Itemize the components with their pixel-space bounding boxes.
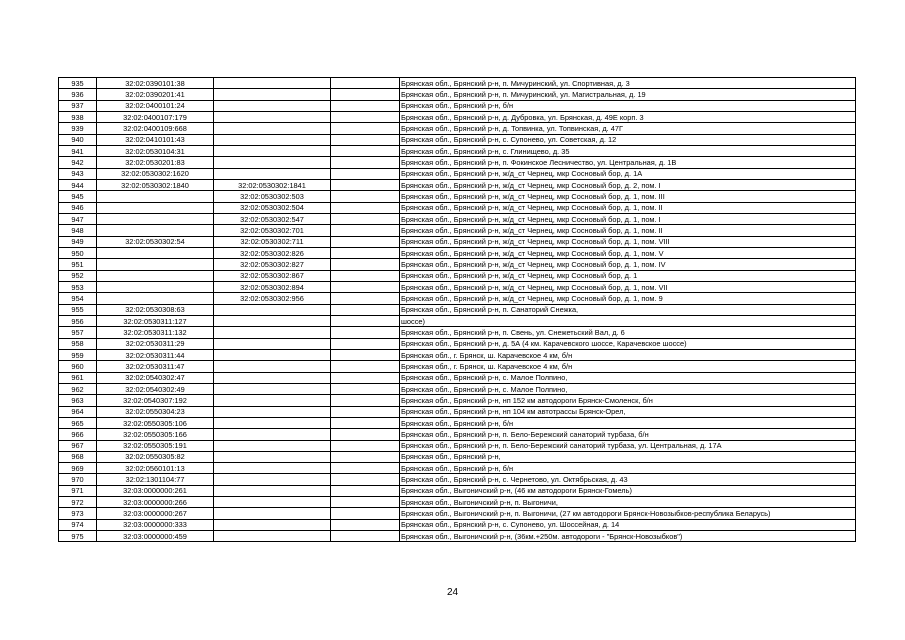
cadastral-number-cell: 32:02:0530311:127 — [97, 315, 214, 326]
row-number-cell: 968 — [59, 451, 97, 462]
row-number-cell: 942 — [59, 157, 97, 168]
related-cadastral-number-cell — [214, 157, 331, 168]
extra-cell — [331, 145, 400, 156]
related-cadastral-number-cell — [214, 168, 331, 179]
table-row — [59, 315, 856, 326]
cadastral-number-cell — [97, 281, 214, 292]
address-cell: Брянская обл., Брянский р-н, ж/д_ст Чернец, мкр Сосновый бор, д. 1, пом. II — [400, 225, 856, 236]
row-number-cell: 964 — [59, 406, 97, 417]
row-number-cell: 958 — [59, 338, 97, 349]
address-cell: Брянская обл., Брянский р-н, д. Дубровка, ул. Брянская, д. 49Е корп. 3 — [400, 111, 856, 122]
table-row — [59, 89, 856, 100]
row-number-cell: 960 — [59, 361, 97, 372]
cadastral-number-cell: 32:02:0530308:63 — [97, 304, 214, 315]
address-cell: Брянская обл., Брянский р-н, с. Глинищево, д. 35 — [400, 145, 856, 156]
cadastral-number-cell: 32:02:0390101:38 — [97, 78, 214, 89]
extra-cell — [331, 338, 400, 349]
table-row — [59, 78, 856, 89]
row-number-cell: 949 — [59, 236, 97, 247]
extra-cell — [331, 225, 400, 236]
table-row — [59, 338, 856, 349]
table-row — [59, 281, 856, 292]
related-cadastral-number-cell — [214, 474, 331, 485]
extra-cell — [331, 100, 400, 111]
extra-cell — [331, 202, 400, 213]
related-cadastral-number-cell: 32:02:0530302:504 — [214, 202, 331, 213]
cadastral-number-cell: 32:02:0530302:1840 — [97, 179, 214, 190]
extra-cell — [331, 293, 400, 304]
row-number-cell: 945 — [59, 191, 97, 202]
cadastral-number-cell — [97, 293, 214, 304]
table-row — [59, 474, 856, 485]
related-cadastral-number-cell — [214, 383, 331, 394]
extra-cell — [331, 508, 400, 519]
cadastral-number-cell: 32:03:0000000:459 — [97, 531, 214, 542]
related-cadastral-number-cell — [214, 440, 331, 451]
table-row — [59, 179, 856, 190]
cadastral-number-cell: 32:02:0530311:132 — [97, 327, 214, 338]
table-row — [59, 361, 856, 372]
related-cadastral-number-cell — [214, 372, 331, 383]
extra-cell — [331, 134, 400, 145]
related-cadastral-number-cell — [214, 100, 331, 111]
related-cadastral-number-cell — [214, 338, 331, 349]
extra-cell — [331, 191, 400, 202]
cadastral-number-cell: 32:03:0000000:267 — [97, 508, 214, 519]
address-cell: Брянская обл., Брянский р-н, нп 104 км автотрассы Брянск-Орел, — [400, 406, 856, 417]
extra-cell — [331, 168, 400, 179]
table-row — [59, 168, 856, 179]
table-row — [59, 485, 856, 496]
related-cadastral-number-cell — [214, 123, 331, 134]
address-cell: Брянская обл., Брянский р-н, ж/д_ст Чернец, мкр Сосновый бор, д. 1, пом. VII — [400, 281, 856, 292]
cadastral-number-cell — [97, 213, 214, 224]
row-number-cell: 955 — [59, 304, 97, 315]
cadastral-number-cell: 32:02:0550305:191 — [97, 440, 214, 451]
address-cell: Брянская обл., Брянский р-н, с. Чернетово, ул. Октябрьская, д. 43 — [400, 474, 856, 485]
row-number-cell: 962 — [59, 383, 97, 394]
address-cell: Брянская обл., Брянский р-н, п. Санаторий Снежка, — [400, 304, 856, 315]
table-row — [59, 270, 856, 281]
related-cadastral-number-cell — [214, 519, 331, 530]
extra-cell — [331, 304, 400, 315]
row-number-cell: 969 — [59, 463, 97, 474]
address-cell: Брянская обл., Брянский р-н, с. Малое Полпино, — [400, 372, 856, 383]
row-number-cell: 965 — [59, 417, 97, 428]
cadastral-number-cell: 32:02:0540302:49 — [97, 383, 214, 394]
related-cadastral-number-cell: 32:02:0530302:701 — [214, 225, 331, 236]
cadastral-number-cell: 32:02:0530302:54 — [97, 236, 214, 247]
address-cell: Брянская обл., г. Брянск, ш. Карачевское 4 км, б/н — [400, 361, 856, 372]
address-cell: Брянская обл., Брянский р-н, — [400, 451, 856, 462]
table-row — [59, 406, 856, 417]
extra-cell — [331, 281, 400, 292]
cadastral-number-cell: 32:03:0000000:333 — [97, 519, 214, 530]
related-cadastral-number-cell — [214, 304, 331, 315]
extra-cell — [331, 383, 400, 394]
table-row — [59, 463, 856, 474]
row-number-cell: 954 — [59, 293, 97, 304]
related-cadastral-number-cell — [214, 111, 331, 122]
table-row — [59, 202, 856, 213]
row-number-cell: 944 — [59, 179, 97, 190]
related-cadastral-number-cell — [214, 463, 331, 474]
address-cell: Брянская обл., Брянский р-н, п. Бело-Бережский санаторий турбаза, ул. Центральная, д. 17А — [400, 440, 856, 451]
row-number-cell: 937 — [59, 100, 97, 111]
cadastral-number-cell: 32:02:1301104:77 — [97, 474, 214, 485]
address-cell: Брянская обл., Брянский р-н, б/н — [400, 417, 856, 428]
row-number-cell: 975 — [59, 531, 97, 542]
row-number-cell: 947 — [59, 213, 97, 224]
table-row — [59, 304, 856, 315]
cadastral-number-cell — [97, 202, 214, 213]
related-cadastral-number-cell: 32:02:0530302:867 — [214, 270, 331, 281]
address-cell: Брянская обл., Брянский р-н, с. Супонево, ул. Шоссейная, д. 14 — [400, 519, 856, 530]
cadastral-number-cell: 32:02:0540307:192 — [97, 395, 214, 406]
cadastral-number-cell: 32:02:0410101:43 — [97, 134, 214, 145]
address-cell: Брянская обл., г. Брянск, ш. Карачевское 4 км, б/н — [400, 349, 856, 360]
row-number-cell: 974 — [59, 519, 97, 530]
extra-cell — [331, 451, 400, 462]
related-cadastral-number-cell — [214, 485, 331, 496]
extra-cell — [331, 157, 400, 168]
address-cell: Брянская обл., Брянский р-н, ж/д_ст Чернец, мкр Сосновый бор, д. 1, пом. 9 — [400, 293, 856, 304]
row-number-cell: 972 — [59, 497, 97, 508]
related-cadastral-number-cell — [214, 78, 331, 89]
extra-cell — [331, 519, 400, 530]
table-row — [59, 508, 856, 519]
cadastral-number-cell: 32:02:0400107:179 — [97, 111, 214, 122]
extra-cell — [331, 111, 400, 122]
cadastral-number-cell: 32:02:0540302:47 — [97, 372, 214, 383]
cadastral-number-cell: 32:02:0550305:82 — [97, 451, 214, 462]
row-number-cell: 951 — [59, 259, 97, 270]
cadastral-number-cell — [97, 259, 214, 270]
cadastral-number-cell: 32:02:0550305:166 — [97, 429, 214, 440]
table-row — [59, 417, 856, 428]
extra-cell — [331, 361, 400, 372]
related-cadastral-number-cell — [214, 349, 331, 360]
row-number-cell: 936 — [59, 89, 97, 100]
cadastral-number-cell: 32:02:0390201:41 — [97, 89, 214, 100]
page-number: 24 — [446, 587, 459, 598]
address-cell: Брянская обл., Брянский р-н, п. Мичуринский, ул. Спортивная, д. 3 — [400, 78, 856, 89]
table-row — [59, 100, 856, 111]
extra-cell — [331, 497, 400, 508]
address-cell: Брянская обл., Брянский р-н, ж/д_ст Чернец, мкр Сосновый бор, д. 2, пом. I — [400, 179, 856, 190]
extra-cell — [331, 406, 400, 417]
address-cell: Брянская обл., Брянский р-н, ж/д_ст Чернец, мкр Сосновый бор, д. 1, пом. VIII — [400, 236, 856, 247]
related-cadastral-number-cell: 32:02:0530302:827 — [214, 259, 331, 270]
address-cell: Брянская обл., Брянский р-н, ж/д_ст Чернец, мкр Сосновый бор, д. 1А — [400, 168, 856, 179]
address-cell: Брянская обл., Брянский р-н, с. Супонево, ул. Советская, д. 12 — [400, 134, 856, 145]
related-cadastral-number-cell — [214, 395, 331, 406]
table-row — [59, 191, 856, 202]
row-number-cell: 948 — [59, 225, 97, 236]
row-number-cell: 941 — [59, 145, 97, 156]
related-cadastral-number-cell: 32:02:0530302:547 — [214, 213, 331, 224]
table-row — [59, 349, 856, 360]
related-cadastral-number-cell — [214, 406, 331, 417]
table-row — [59, 247, 856, 258]
extra-cell — [331, 327, 400, 338]
table-row — [59, 531, 856, 542]
table-row — [59, 157, 856, 168]
address-cell: Брянская обл., Брянский р-н, нп 152 км автодороги Брянск-Смоленск, б/н — [400, 395, 856, 406]
row-number-cell: 971 — [59, 485, 97, 496]
row-number-cell: 957 — [59, 327, 97, 338]
extra-cell — [331, 78, 400, 89]
table-row — [59, 111, 856, 122]
cadastral-number-cell: 32:02:0550304:23 — [97, 406, 214, 417]
extra-cell — [331, 463, 400, 474]
cadastral-number-cell: 32:02:0530302:1620 — [97, 168, 214, 179]
table-row — [59, 519, 856, 530]
cadastral-number-cell: 32:02:0530201:83 — [97, 157, 214, 168]
related-cadastral-number-cell — [214, 451, 331, 462]
table-row — [59, 123, 856, 134]
address-cell: Брянская обл., Выгоничский р-н, п. Выгоничи, — [400, 497, 856, 508]
extra-cell — [331, 179, 400, 190]
related-cadastral-number-cell: 32:02:0530302:711 — [214, 236, 331, 247]
table-row — [59, 213, 856, 224]
related-cadastral-number-cell: 32:02:0530302:826 — [214, 247, 331, 258]
extra-cell — [331, 247, 400, 258]
address-cell: Брянская обл., Выгоничский р-н, (36км.+250м. автодороги - "Брянск-Новозыбков") — [400, 531, 856, 542]
cadastral-number-cell: 32:02:0530311:47 — [97, 361, 214, 372]
related-cadastral-number-cell — [214, 315, 331, 326]
table-row — [59, 383, 856, 394]
row-number-cell: 939 — [59, 123, 97, 134]
related-cadastral-number-cell: 32:02:0530302:1841 — [214, 179, 331, 190]
row-number-cell: 943 — [59, 168, 97, 179]
row-number-cell: 967 — [59, 440, 97, 451]
related-cadastral-number-cell: 32:02:0530302:894 — [214, 281, 331, 292]
row-number-cell: 959 — [59, 349, 97, 360]
related-cadastral-number-cell — [214, 145, 331, 156]
cadastral-number-cell — [97, 247, 214, 258]
extra-cell — [331, 259, 400, 270]
row-number-cell: 963 — [59, 395, 97, 406]
row-number-cell: 973 — [59, 508, 97, 519]
related-cadastral-number-cell — [214, 508, 331, 519]
address-cell: Брянская обл., Брянский р-н, д. 5А (4 км. Карачевского шоссе, Карачевское шоссе) — [400, 338, 856, 349]
related-cadastral-number-cell — [214, 497, 331, 508]
address-cell: Брянская обл., Брянский р-н, ж/д_ст Чернец, мкр Сосновый бор, д. 1, пом. V — [400, 247, 856, 258]
address-cell: Брянская обл., Брянский р-н, ж/д_ст Чернец, мкр Сосновый бор, д. 1, пом. IV — [400, 259, 856, 270]
cadastral-number-cell — [97, 270, 214, 281]
cadastral-number-cell — [97, 225, 214, 236]
table-row — [59, 225, 856, 236]
address-cell: Брянская обл., Брянский р-н, п. Бело-Бережский санаторий турбаза, б/н — [400, 429, 856, 440]
table-row — [59, 236, 856, 247]
address-cell: Брянская обл., Брянский р-н, д. Топвинка, ул. Топвинская, д. 47Г — [400, 123, 856, 134]
address-cell: Брянская обл., Брянский р-н, п. Мичуринский, ул. Магистральная, д. 19 — [400, 89, 856, 100]
table-row — [59, 259, 856, 270]
address-cell: Брянская обл., Брянский р-н, ж/д_ст Чернец, мкр Сосновый бор, д. 1, пом. I — [400, 213, 856, 224]
related-cadastral-number-cell — [214, 361, 331, 372]
related-cadastral-number-cell: 32:02:0530302:503 — [214, 191, 331, 202]
address-cell: Брянская обл., Выгоничский р-н, п. Выгоничи, (27 км автодороги Брянск-Новозыбков-республика Беларусь) — [400, 508, 856, 519]
related-cadastral-number-cell — [214, 134, 331, 145]
related-cadastral-number-cell — [214, 89, 331, 100]
row-number-cell: 946 — [59, 202, 97, 213]
address-cell: шоссе) — [400, 315, 856, 326]
row-number-cell: 956 — [59, 315, 97, 326]
extra-cell — [331, 485, 400, 496]
address-cell: Брянская обл., Брянский р-н, ж/д_ст Чернец, мкр Сосновый бор, д. 1, пом. II — [400, 202, 856, 213]
related-cadastral-number-cell — [214, 327, 331, 338]
cadastral-number-cell: 32:02:0550305:106 — [97, 417, 214, 428]
related-cadastral-number-cell: 32:02:0530302:956 — [214, 293, 331, 304]
address-cell: Брянская обл., Брянский р-н, б/н — [400, 463, 856, 474]
extra-cell — [331, 349, 400, 360]
address-cell: Брянская обл., Выгоничский р-н, (46 км автодороги Брянск-Гомель) — [400, 485, 856, 496]
extra-cell — [331, 123, 400, 134]
extra-cell — [331, 89, 400, 100]
table-row — [59, 451, 856, 462]
extra-cell — [331, 213, 400, 224]
table-row — [59, 440, 856, 451]
row-number-cell: 970 — [59, 474, 97, 485]
table-row — [59, 372, 856, 383]
row-number-cell: 952 — [59, 270, 97, 281]
table-row — [59, 497, 856, 508]
cadastral-number-cell: 32:02:0530311:44 — [97, 349, 214, 360]
related-cadastral-number-cell — [214, 531, 331, 542]
extra-cell — [331, 440, 400, 451]
extra-cell — [331, 315, 400, 326]
table-row — [59, 327, 856, 338]
cadastral-table — [58, 77, 856, 542]
row-number-cell: 938 — [59, 111, 97, 122]
address-cell: Брянская обл., Брянский р-н, б/н — [400, 100, 856, 111]
table-body — [59, 78, 856, 542]
table-row — [59, 145, 856, 156]
extra-cell — [331, 236, 400, 247]
cadastral-number-cell: 32:02:0530104:31 — [97, 145, 214, 156]
extra-cell — [331, 395, 400, 406]
address-cell: Брянская обл., Брянский р-н, с. Малое Полпино, — [400, 383, 856, 394]
cadastral-number-cell: 32:02:0560101:13 — [97, 463, 214, 474]
cadastral-number-cell: 32:02:0400101:24 — [97, 100, 214, 111]
row-number-cell: 940 — [59, 134, 97, 145]
related-cadastral-number-cell — [214, 429, 331, 440]
row-number-cell: 953 — [59, 281, 97, 292]
related-cadastral-number-cell — [214, 417, 331, 428]
cadastral-number-cell: 32:03:0000000:261 — [97, 485, 214, 496]
extra-cell — [331, 270, 400, 281]
address-cell: Брянская обл., Брянский р-н, ж/д_ст Чернец, мкр Сосновый бор, д. 1, пом. III — [400, 191, 856, 202]
extra-cell — [331, 531, 400, 542]
table-row — [59, 134, 856, 145]
cadastral-number-cell: 32:02:0530311:29 — [97, 338, 214, 349]
address-cell: Брянская обл., Брянский р-н, п. Свень, ул. Снежетьский Вал, д. 6 — [400, 327, 856, 338]
table-row — [59, 429, 856, 440]
table-row — [59, 395, 856, 406]
table-row — [59, 293, 856, 304]
row-number-cell: 935 — [59, 78, 97, 89]
extra-cell — [331, 474, 400, 485]
cadastral-number-cell: 32:02:0400109:668 — [97, 123, 214, 134]
extra-cell — [331, 417, 400, 428]
row-number-cell: 966 — [59, 429, 97, 440]
cadastral-number-cell — [97, 191, 214, 202]
extra-cell — [331, 372, 400, 383]
address-cell: Брянская обл., Брянский р-н, ж/д_ст Чернец, мкр Сосновый бор, д. 1 — [400, 270, 856, 281]
row-number-cell: 961 — [59, 372, 97, 383]
extra-cell — [331, 429, 400, 440]
address-cell: Брянская обл., Брянский р-н, п. Фокинское Лесничество, ул. Центральная, д. 1В — [400, 157, 856, 168]
row-number-cell: 950 — [59, 247, 97, 258]
cadastral-number-cell: 32:03:0000000:266 — [97, 497, 214, 508]
